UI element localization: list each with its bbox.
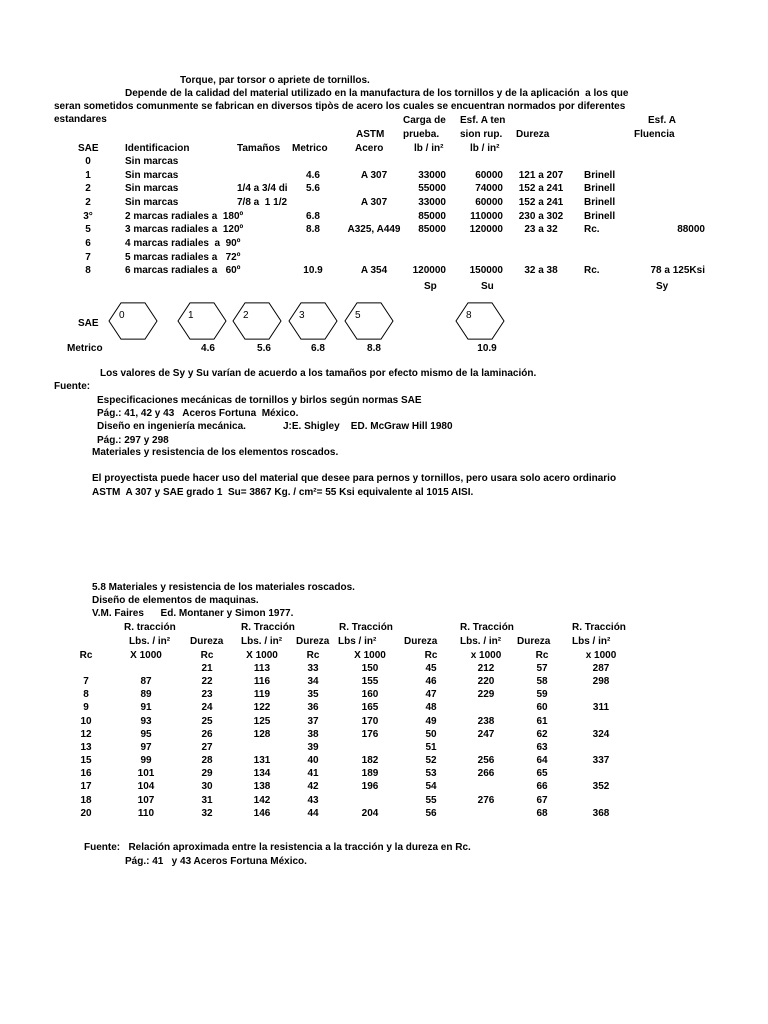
sae-row-sy: 88000 [677,224,705,236]
hardness-cell: 41 [307,768,319,780]
hardness-cell: 25 [201,715,213,727]
hex-sae-number: 0 [119,310,125,321]
intro-line-3: estandares [54,114,107,125]
fuente-label: Fuente: [54,381,91,392]
hardness-cell: 276 [477,794,495,806]
hardness-cell: 45 [425,663,437,674]
hardness-cell: 27 [201,741,213,753]
sae-row-su: 74000 [475,183,503,195]
sae-row-dur: 152 a 241 [518,183,564,195]
sae-row-ident: 4 marcas radiales a 90º [125,237,241,249]
sae-row-astm: A325, A449 [347,224,401,236]
hex-sae-number: 8 [466,310,472,321]
header-carga: Carga de [403,115,446,126]
fuente-line-5: Materiales y resistencia de los elementos roscados. [92,447,339,458]
hardness-header-unit: Lbs / in² [338,636,377,647]
hardness-header-sub: Rc [200,650,214,661]
hardness-header-unit: Dureza [404,636,438,647]
sae-row-sae: 3° [83,210,93,222]
hardness-cell: 287 [592,663,610,674]
sae-row-ident: 5 marcas radiales a 72º [125,251,241,263]
sae-row-ident: Sin marcas [125,169,179,181]
hardness-cell: 42 [307,781,319,793]
hardness-cell: 220 [477,676,495,688]
hardness-header-sub: Rc [535,650,549,661]
sae-row-su: 60000 [475,196,503,208]
hardness-cell: 49 [425,715,437,727]
sae-row-astm: A 307 [360,169,388,181]
sae-row-su: 110000 [470,210,503,222]
hardness-cell: 142 [253,794,271,806]
sae-row-met: 8.8 [306,224,320,236]
sae-row-scale: Brinell [584,210,616,222]
hardness-cell: 128 [253,728,271,740]
hex-metric-value: 5.6 [257,343,271,354]
hardness-cell: 23 [201,689,213,701]
hardness-cell: 32 [201,807,213,819]
footer-su: Su [481,281,494,292]
sae-row-sae: 2 [85,196,91,208]
bolt-head-hexagon [289,303,337,339]
hardness-cell: 146 [253,807,271,819]
bolt-head-hexagon [109,303,157,339]
intro-line-2: seran sometidos comunmente se fabrican en diversos tipòs de acero los cuales se encuentran normados por diferentes [54,101,626,112]
hardness-cell: 155 [361,676,379,688]
hardness-cell: 324 [592,728,610,740]
header-sae: SAE [78,143,99,154]
header-lb-in2-1: lb / in² [414,143,444,154]
hardness-cell: 182 [361,755,379,767]
hardness-cell: 28 [201,755,213,767]
hardness-cell: 40 [307,755,319,767]
hardness-header-unit: Lbs. / in² [241,636,283,647]
hardness-header-unit: Lbs. / in² [129,636,171,647]
hardness-cell: 150 [361,663,379,674]
hardness-cell: 66 [536,781,548,793]
fuente2-line-2: Pág.: 41 y 43 Aceros Fortuna México. [125,856,307,867]
fuente-line-1: Especificaciones mecánicas de tornillos y birlos según normas SAE [97,395,422,406]
hardness-cell: 311 [592,702,610,714]
hex-metric-value: 10.9 [477,343,497,354]
sae-row-tam: 1/4 a 3/4 di [237,183,288,195]
hardness-cell: 60 [536,702,548,714]
hardness-cell: 58 [536,676,548,688]
hardness-header-unit: Lbs. / in² [460,636,502,647]
hardness-cell: 337 [592,755,610,767]
hardness-header-traccion: R. Tracción [241,622,295,633]
hardness-cell: 44 [307,807,319,819]
hardness-cell: 34 [307,676,319,688]
hardness-cell: 21 [201,663,213,674]
sae-row-ident: Sin marcas [125,196,179,208]
note-sy-su: Los valores de Sy y Su varían de acuerdo a los tamaños por efecto mismo de la laminación. [100,368,537,379]
sae-row-sae: 0 [85,156,91,167]
footer-sp: Sp [424,281,437,292]
hardness-cell: 107 [137,794,155,806]
hardness-header-sub: x 1000 [470,650,502,661]
hardness-cell: 238 [477,715,495,727]
sae-row-sae: 2 [85,183,91,195]
hardness-cell: 212 [477,663,495,674]
sae-row-ident: 2 marcas radiales a 180º [125,210,244,222]
hardness-header-sub: X 1000 [354,650,386,661]
sae-row-sae: 8 [85,265,91,277]
hardness-header-sub: Rc [306,650,320,661]
hardness-header-sub: x 1000 [585,650,617,661]
hardness-cell: 97 [140,741,152,753]
hardness-cell: 89 [140,689,152,701]
hardness-cell: 170 [361,715,379,727]
hardness-cell: 138 [253,781,271,793]
fuente2-line-1: Fuente: Relación aproximada entre la resistencia a la tracción y la dureza en Rc. [84,842,471,853]
sae-row-carga: 85000 [418,224,446,236]
hardness-cell: 119 [253,689,271,701]
hardness-cell: 56 [425,807,437,819]
hardness-cell: 122 [253,702,271,714]
hardness-cell: 50 [425,728,437,740]
hardness-cell: 55 [425,794,437,806]
hardness-cell: 62 [536,728,548,740]
sae-row-sae: 7 [85,251,91,263]
hardness-cell: 93 [140,715,152,727]
hardness-cell: 51 [425,741,437,753]
hardness-cell: 59 [536,689,548,701]
header-esf-a: Esf. A [648,115,676,126]
hardness-header-traccion: R. Tracción [339,622,393,633]
sae-row-dur: 23 a 32 [524,224,558,236]
sae-row-ident: 6 marcas radiales a 60º [125,265,241,277]
hex-metric-value: 8.8 [367,343,381,354]
hardness-header-traccion: R. Tracción [572,622,626,633]
hardness-cell: 36 [307,702,319,714]
header-lb-in2-2: lb / in² [470,143,500,154]
hardness-cell: 47 [425,689,437,701]
hardness-cell: 9 [83,702,89,714]
sae-row-scale: Rc. [584,224,600,236]
hardness-cell: 67 [536,794,548,806]
hardness-cell: 176 [361,728,379,740]
hardness-cell: 24 [201,702,213,714]
hardness-cell: 368 [592,807,610,819]
hardness-cell: 7 [83,676,89,688]
hardness-cell: 12 [80,728,92,740]
hardness-cell: 61 [536,715,548,727]
hardness-cell: 266 [477,768,495,780]
sae-row-dur: 230 a 302 [518,210,564,222]
doc-title: Torque, par torsor o apriete de tornillos. [180,75,370,86]
hardness-cell: 18 [80,794,92,806]
hardness-cell: 160 [361,689,379,701]
sae-row-carga: 120000 [412,265,446,277]
hex-metric-value: 4.6 [201,343,215,354]
sae-row-astm: A 307 [360,196,388,208]
sae-row-sae: 1 [85,169,91,181]
sae-row-met: 4.6 [306,169,320,181]
hardness-cell: 54 [425,781,437,793]
hardness-cell: 39 [307,741,319,753]
hardness-cell: 35 [307,689,319,701]
hardness-header-sub: Rc [424,650,438,661]
hex-sae-number: 3 [299,310,305,321]
hardness-cell: 113 [253,663,271,674]
bolt-head-hexagon [233,303,281,339]
sae-row-dur: 152 a 241 [518,196,564,208]
hardness-cell: 48 [425,702,437,714]
sae-row-tam: 7/8 a 1 1/2 [237,196,288,208]
bolt-head-hexagon [456,303,504,339]
hardness-cell: 110 [137,807,155,819]
hardness-header-unit: Dureza [296,636,330,647]
section2-line-2: Diseño de elementos de maquinas. [92,595,259,606]
hardness-cell: 189 [361,768,379,780]
hardness-cell: 63 [536,741,548,753]
header-fluencia: Fluencia [634,129,675,140]
hex-sae-number: 2 [243,310,249,321]
hardness-cell: 99 [140,755,152,767]
sae-row-ident: Sin marcas [125,156,179,167]
header-identificacion: Identificacion [125,143,190,154]
hardness-header-sub: Rc [79,650,93,661]
hardness-cell: 10 [80,715,92,727]
note-proyectista-2: ASTM A 307 y SAE grado 1 Su= 3867 Kg. / cm²= 55 Ksi equivalente al 1015 AISI. [92,487,474,498]
sae-row-ident: Sin marcas [125,183,179,195]
hardness-cell: 52 [425,755,437,767]
fuente-line-3a: Diseño en ingeniería mecánica. [97,421,246,432]
sae-row-carga: 55000 [418,183,446,195]
hardness-cell: 131 [253,755,271,767]
hardness-cell: 57 [536,663,548,674]
hardness-cell: 16 [80,768,92,780]
intro-line-1: Depende de la calidad del material utilizado en la manufactura de los tornillos y de la aplicación a los que [125,88,629,99]
sae-row-carga: 33000 [418,196,446,208]
header-tamanos: Tamaños [237,143,281,154]
hardness-cell: 95 [140,728,152,740]
sae-row-sae: 5 [85,224,91,236]
header-prueba: prueba. [403,129,440,140]
header-astm: ASTM [356,129,385,140]
hardness-header-unit: Dureza [517,636,551,647]
hardness-header-traccion: R. Tracción [460,622,514,633]
sae-row-scale: Brinell [584,183,616,195]
sae-row-scale: Rc. [584,265,600,277]
hardness-cell: 204 [361,807,379,819]
sae-row-met: 10.9 [303,265,323,277]
hardness-cell: 37 [307,715,319,727]
hardness-cell: 65 [536,768,548,780]
hardness-cell: 26 [201,728,213,740]
hardness-cell: 8 [83,689,89,701]
sae-row-su: 150000 [469,265,503,277]
hardness-cell: 17 [80,781,92,793]
hardness-cell: 87 [140,676,152,688]
hardness-cell: 31 [201,794,213,806]
header-esf-tension: Esf. A ten [460,115,506,126]
hex-metric-label: Metrico [67,343,103,354]
fuente-line-4: Pág.: 297 y 298 [97,435,169,446]
hardness-cell: 64 [536,755,548,767]
hardness-cell: 229 [477,689,495,701]
hex-metric-value: 6.8 [311,343,325,354]
hardness-cell: 104 [137,781,155,793]
hardness-cell: 15 [80,755,92,767]
sae-row-su: 60000 [475,169,503,181]
hardness-cell: 165 [361,702,379,714]
header-metrico: Metrico [292,143,328,154]
hardness-cell: 68 [536,807,548,819]
hardness-cell: 247 [477,728,495,740]
note-proyectista-1: El proyectista puede hacer uso del material que desee para pernos y tornillos, pero usara solo acero ordinario [92,473,617,484]
hardness-cell: 352 [592,781,610,793]
hardness-header-unit: Lbs / in² [572,636,611,647]
sae-row-astm: A 354 [360,265,388,277]
hardness-cell: 29 [201,768,213,780]
hardness-cell: 53 [425,768,437,780]
hardness-cell: 298 [592,676,610,688]
bolt-head-hexagon [178,303,226,339]
sae-row-carga: 85000 [418,210,446,222]
hardness-cell: 134 [253,768,271,780]
header-acero: Acero [355,143,384,154]
hex-sae-number: 1 [188,310,194,321]
hardness-cell: 43 [307,794,319,806]
header-dureza: Dureza [516,129,550,140]
hex-sae-label: SAE [78,318,99,329]
hardness-cell: 38 [307,728,319,740]
hardness-cell: 125 [253,715,271,727]
hardness-header-unit: Dureza [190,636,224,647]
sae-row-scale: Brinell [584,196,616,208]
fuente-line-2: Pág.: 41, 42 y 43 Aceros Fortuna México. [97,408,299,419]
hardness-cell: 256 [477,755,495,767]
hardness-cell: 22 [201,676,213,688]
sae-row-sae: 6 [85,237,91,249]
section2-title: 5.8 Materiales y resistencia de los materiales roscados. [92,582,355,593]
hardness-cell: 20 [80,807,92,819]
hardness-cell: 46 [425,676,437,688]
hardness-cell: 101 [137,768,155,780]
sae-row-met: 6.8 [306,210,320,222]
sae-row-carga: 33000 [418,169,446,181]
hardness-header-traccion: R. tracción [124,622,176,633]
hardness-header-sub: X 1000 [130,650,162,661]
hardness-cell: 91 [140,702,152,714]
sae-row-scale: Brinell [584,169,616,181]
header-sion-rup: sion rup. [460,129,503,140]
bolt-head-hexagon [345,303,393,339]
sae-row-met: 5.6 [306,183,320,195]
footer-sy: Sy [656,281,669,292]
sae-row-su: 120000 [469,224,503,236]
hardness-cell: 33 [307,663,319,674]
sae-row-sy: 78 a 125Ksi [650,265,705,277]
hardness-cell: 30 [201,781,213,793]
hardness-cell: 196 [361,781,379,793]
hex-sae-number: 5 [355,310,361,321]
section2-line-3: V.M. Faires Ed. Montaner y Simon 1977. [92,608,294,619]
fuente-line-3b: J:E. Shigley ED. McGraw Hill 1980 [283,421,453,432]
sae-row-dur: 32 a 38 [524,265,558,277]
sae-row-dur: 121 a 207 [518,169,564,181]
hardness-cell: 13 [80,741,92,753]
hardness-header-sub: X 1000 [246,650,278,661]
sae-row-ident: 3 marcas radiales a 120º [125,224,244,236]
hardness-cell: 116 [253,676,271,688]
